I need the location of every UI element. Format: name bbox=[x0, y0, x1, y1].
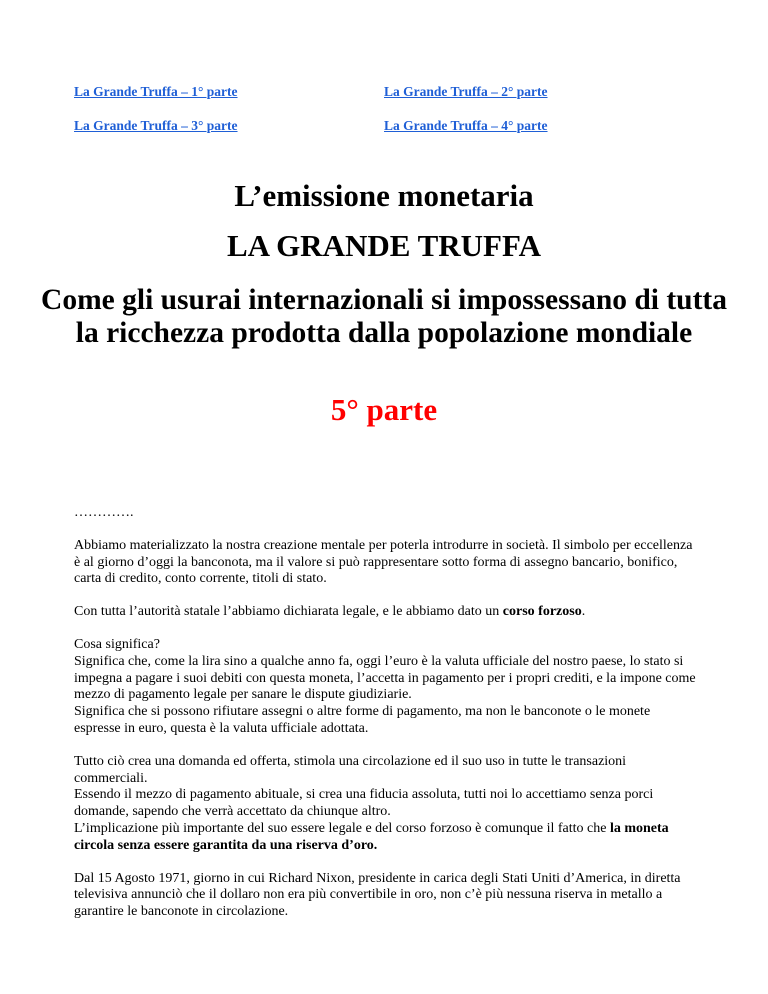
link-part-1[interactable]: La Grande Truffa – 1° parte bbox=[74, 84, 238, 99]
part-label: 5° parte bbox=[330, 392, 438, 427]
paragraph-4-line-3: L’implicazione più importante del suo essere legale e del corso forzoso è comunque il fatto che bbox=[74, 820, 610, 836]
link-row bbox=[74, 118, 694, 152]
article-body bbox=[74, 505, 700, 937]
paragraph-4-bold: la moneta circola senza essere garantita da una riserva d’oro. bbox=[74, 820, 669, 853]
part-links bbox=[74, 84, 694, 152]
link-part-4[interactable]: La Grande Truffa – 4° parte bbox=[384, 118, 548, 133]
long-title: Come gli usurai internazionali si impossessano di tutta la ricchezza prodotta dalla popolazione mondiale bbox=[41, 284, 727, 349]
page-subtitle: LA GRANDE TRUFFA bbox=[226, 228, 542, 263]
paragraph-5: Dal 15 Agosto 1971, giorno in cui Richard Nixon, presidente in carica degli Stati Uniti d’America, in diretta televisiva annunciò che il dollaro non era più convertibile in oro, non c’è più nessuna riserva in metallo a garantire le banconote in circolazione. bbox=[74, 870, 681, 920]
paragraph-4-line-2: Essendo il mezzo di pagamento abituale, si crea una fiducia assoluta, tutti noi lo accettiamo senza porci domande, sapendo che verrà accettato da chiunque altro. bbox=[74, 787, 654, 820]
ellipsis: …………. bbox=[74, 505, 134, 520]
paragraph-3 bbox=[74, 637, 700, 738]
paragraph-1: Abbiamo materializzato la nostra creazione mentale per poterla introdurre in società. Il simbolo per eccellenza è al giorno d’oggi la banconota, ma il valore si può rappresentare sotto forma di assegno bancario, bonifico, carta di credito, conto corrente, titoli di stato. bbox=[74, 537, 693, 587]
link-part-2[interactable]: La Grande Truffa – 2° parte bbox=[384, 84, 548, 99]
paragraph-3-question: Cosa significa? bbox=[74, 636, 160, 652]
paragraph-3-line-2: Significa che si possono rifiutare assegni o altre forme di pagamento, ma non le banconote o le monete espresse in euro, questa è la valuta ufficiale adottata. bbox=[74, 704, 651, 736]
corso-forzoso-bold: corso forzoso bbox=[502, 604, 582, 620]
link-part-3[interactable]: La Grande Truffa – 3° parte bbox=[74, 118, 238, 133]
paragraph-2 bbox=[74, 604, 700, 621]
paragraph-3-line-1: Significa che, come la lira sino a qualche anno fa, oggi l’euro è la valuta ufficiale del nostro paese, lo stato si impegna a pagare i suoi debiti con questa moneta, l’accetta in pagamento per i propri crediti, e la impone come mezzo di pagamento legale per sanare le dispute giudiziarie. bbox=[74, 653, 696, 703]
paragraph-2-end: . bbox=[581, 604, 586, 620]
link-row bbox=[74, 84, 694, 118]
page-title: L’emissione monetaria bbox=[234, 178, 534, 213]
paragraph-4 bbox=[74, 754, 700, 855]
paragraph-2-text: Con tutta l’autorità statale l’abbiamo dichiarata legale, e le abbiamo dato un bbox=[74, 604, 503, 620]
paragraph-4-line-1: Tutto ciò crea una domanda ed offerta, stimola una circolazione ed il suo uso in tutte le transazioni commerciali. bbox=[74, 753, 627, 786]
